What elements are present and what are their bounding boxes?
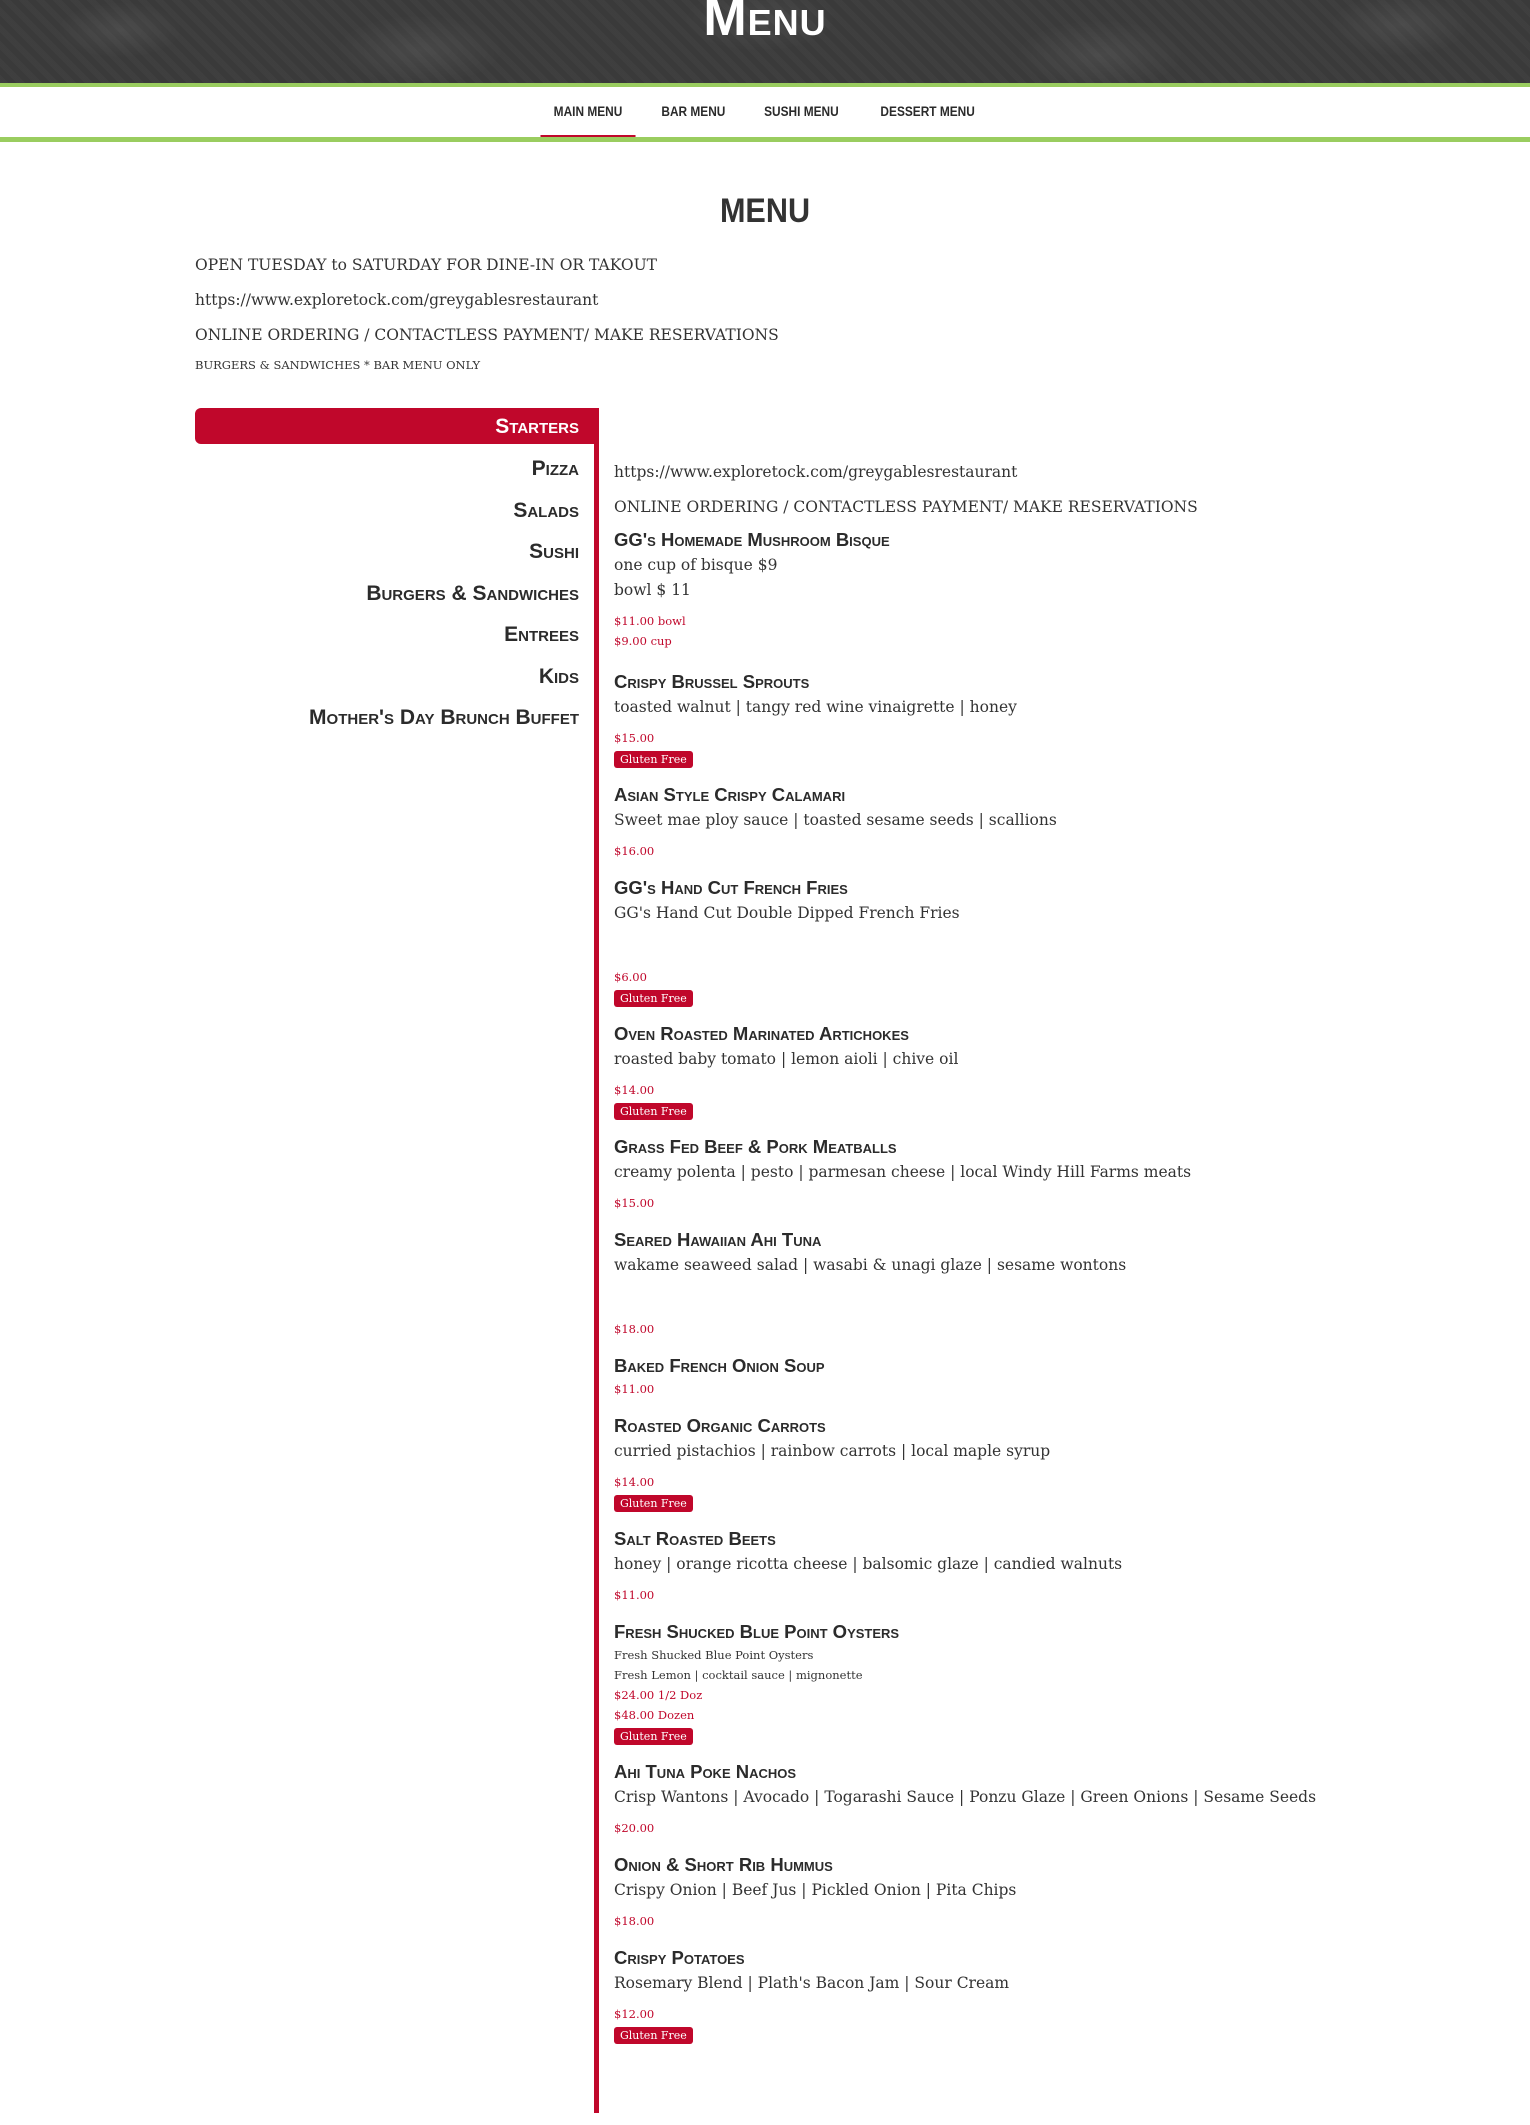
menu-item xyxy=(614,1852,1494,1931)
item-price: $15.00 xyxy=(614,1196,655,1210)
divider-line-bottom xyxy=(0,137,1530,142)
item-description: toasted walnut | tangy red wine vinaigrette | honey xyxy=(614,698,1017,716)
menu-item xyxy=(614,1134,1494,1213)
item-price: $14.00 xyxy=(614,1083,655,1097)
section-link[interactable]: https://www.exploretock.com/greygablesrestaurant xyxy=(614,463,1018,481)
item-title: Asian Style Crispy Calamari xyxy=(614,784,846,805)
tab-main-menu[interactable]: MAIN MENU xyxy=(540,87,635,137)
menu-item xyxy=(614,782,1494,861)
item-title: Grass Fed Beef & Pork Meatballs xyxy=(614,1136,897,1157)
menu-item xyxy=(614,1021,1494,1120)
item-price: $11.00 xyxy=(614,1588,655,1602)
item-title: Oven Roasted Marinated Artichokes xyxy=(614,1023,909,1044)
menu-item xyxy=(614,669,1494,768)
menu-item xyxy=(614,527,1494,651)
item-title: Onion & Short Rib Hummus xyxy=(614,1854,833,1875)
menu-item xyxy=(614,1413,1494,1512)
item-title: Roasted Organic Carrots xyxy=(614,1415,826,1436)
menu-items xyxy=(614,455,1494,2044)
menu-item xyxy=(614,1227,1494,1339)
item-price: $18.00 xyxy=(614,1322,655,1336)
item-description: honey | orange ricotta cheese | balsomic glaze | candied walnuts xyxy=(614,1555,1123,1573)
item-description: Crisp Wantons | Avocado | Togarashi Sauce | Ponzu Glaze | Green Onions | Sesame Seeds xyxy=(614,1788,1317,1806)
category-kids[interactable]: Kids xyxy=(538,664,579,688)
item-description: bowl $ 11 xyxy=(614,581,691,599)
item-description: Rosemary Blend | Plath's Bacon Jam | Sour Cream xyxy=(614,1974,1010,1992)
category-starters[interactable]: Starters xyxy=(195,408,595,444)
item-price: $18.00 xyxy=(614,1914,655,1928)
item-title: GG's Hand Cut French Fries xyxy=(614,877,848,898)
section-divider xyxy=(594,408,599,2113)
item-title: Seared Hawaiian Ahi Tuna xyxy=(614,1229,822,1250)
item-title: Crispy Brussel Sprouts xyxy=(614,671,810,692)
item-price: $11.00 bowl xyxy=(614,614,686,628)
menu-item xyxy=(614,1526,1494,1605)
tab-sushi-menu[interactable]: SUSHI MENU xyxy=(764,104,840,119)
item-price: $9.00 cup xyxy=(614,634,672,648)
item-price: $12.00 xyxy=(614,2007,655,2021)
item-description: Crispy Onion | Beef Jus | Pickled Onion | Pita Chips xyxy=(614,1881,1017,1899)
category-pizza[interactable]: Pizza xyxy=(531,457,579,480)
gluten-free-badge: Gluten Free xyxy=(614,1495,693,1512)
item-title: Salt Roasted Beets xyxy=(614,1528,776,1549)
tab-dessert-menu[interactable]: DESSERT MENU xyxy=(880,104,975,119)
reservation-link[interactable]: https://www.exploretock.com/greygablesrestaurant xyxy=(195,291,599,309)
item-price: $24.00 1/2 Doz xyxy=(614,1688,703,1702)
item-description: Fresh Shucked Blue Point Oysters xyxy=(614,1648,814,1662)
hours-text: OPEN TUESDAY to SATURDAY FOR DINE-IN OR TAKOUT xyxy=(195,256,657,274)
menu-item xyxy=(614,1945,1494,2044)
category-sidebar xyxy=(195,408,595,739)
category-salads[interactable]: Salads xyxy=(513,498,579,522)
category-burgers-sandwiches[interactable]: Burgers & Sandwiches xyxy=(366,581,579,605)
category-mothers-day-brunch[interactable]: Mother's Day Brunch Buffet xyxy=(309,706,579,729)
category-entrees[interactable]: Entrees xyxy=(504,623,579,646)
menu-item xyxy=(614,1619,1494,1745)
item-price: $14.00 xyxy=(614,1475,655,1489)
gluten-free-badge: Gluten Free xyxy=(614,1728,693,1745)
gluten-free-badge: Gluten Free xyxy=(614,2027,693,2044)
header-banner xyxy=(0,0,1530,83)
banner-title: Menu xyxy=(703,0,827,47)
menu-tab-nav xyxy=(0,87,1530,137)
page-title: MENU xyxy=(719,192,811,230)
gluten-free-badge: Gluten Free xyxy=(614,1103,693,1120)
item-description: Fresh Lemon | cocktail sauce | mignonette xyxy=(614,1668,863,1682)
item-price: $6.00 xyxy=(614,970,647,984)
item-description: Sweet mae ploy sauce | toasted sesame seeds | scallions xyxy=(614,811,1057,829)
item-price: $15.00 xyxy=(614,731,655,745)
item-description: one cup of bisque $9 xyxy=(614,556,778,574)
item-title: Ahi Tuna Poke Nachos xyxy=(614,1761,797,1782)
item-title: GG's Homemade Mushroom Bisque xyxy=(614,529,890,550)
menu-item xyxy=(614,1353,1494,1399)
tab-bar-menu[interactable]: BAR MENU xyxy=(660,104,725,119)
item-price: $11.00 xyxy=(614,1382,655,1396)
gluten-free-badge: Gluten Free xyxy=(614,751,693,768)
item-price: $48.00 Dozen xyxy=(614,1708,695,1722)
item-description: roasted baby tomato | lemon aioli | chive oil xyxy=(614,1050,959,1068)
item-price: $20.00 xyxy=(614,1821,655,1835)
category-sushi[interactable]: Sushi xyxy=(529,540,579,563)
item-title: Baked French Onion Soup xyxy=(614,1355,825,1376)
item-description: creamy polenta | pesto | parmesan cheese | local Windy Hill Farms meats xyxy=(614,1163,1192,1181)
item-title: Crispy Potatoes xyxy=(614,1947,745,1968)
item-price: $16.00 xyxy=(614,844,655,858)
ordering-text: ONLINE ORDERING / CONTACTLESS PAYMENT/ MAKE RESERVATIONS xyxy=(195,326,779,344)
section-ordering-note: ONLINE ORDERING / CONTACTLESS PAYMENT/ MAKE RESERVATIONS xyxy=(614,498,1198,516)
menu-item xyxy=(614,875,1494,1007)
bar-menu-note: BURGERS & SANDWICHES * BAR MENU ONLY xyxy=(195,358,481,372)
item-description: wakame seaweed salad | wasabi & unagi glaze | sesame wontons xyxy=(614,1256,1127,1274)
intro-text xyxy=(195,248,1295,377)
menu-item xyxy=(614,1759,1494,1838)
item-description: curried pistachios | rainbow carrots | local maple syrup xyxy=(614,1442,1051,1460)
item-description: GG's Hand Cut Double Dipped French Fries xyxy=(614,904,960,922)
gluten-free-badge: Gluten Free xyxy=(614,990,693,1007)
item-title: Fresh Shucked Blue Point Oysters xyxy=(614,1621,900,1642)
